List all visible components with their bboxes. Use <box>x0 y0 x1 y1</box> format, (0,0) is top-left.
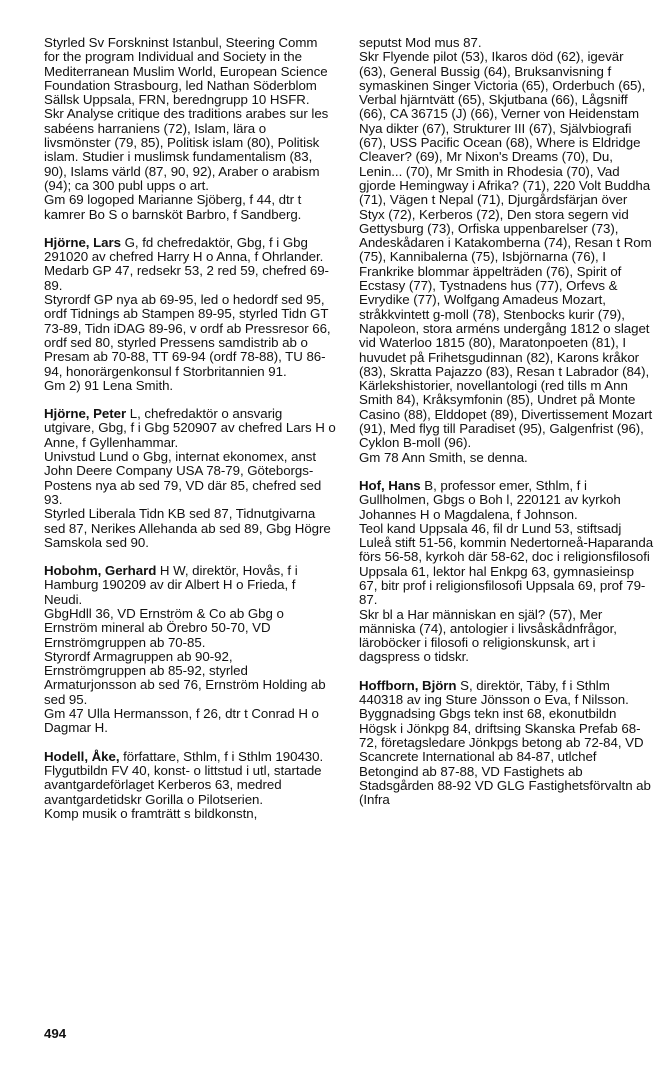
entry-hjorne-lars <box>44 236 336 393</box>
entry-paragraph: Skr bl a Har människan en själ? (57), Mer människa (74), antologier i livsåskådnfrågor, läroböcker i filosofi o religionskunsk, art i dagspress o tidskr. <box>359 606 617 665</box>
entry-paragraph: Styrordf Armagruppen ab 90-92, Ernströmgruppen ab 85-92, styrled Armaturjonsson ab sed 76, Ernström Holding ab sed 95. <box>44 648 326 707</box>
entry-paragraph: Medarb GP 47, redsekr 53, 2 red 59, chefred 69-89. <box>44 263 329 293</box>
entry-name: Hoffborn, Björn <box>359 677 457 693</box>
entry-continuation-left <box>44 36 336 222</box>
entry-name: Hof, Hans <box>359 477 421 493</box>
entry-paragraph: Gm 47 Ulla Hermansson, f 26, dtr t Conrad H o Dagmar H. <box>44 706 319 736</box>
entry-header <box>359 679 654 708</box>
entry-header <box>44 750 336 764</box>
entry-paragraph: GbgHdll 36, VD Ernström & Co ab Gbg o Ernström mineral ab Örebro 50-70, VD Ernströmgruppen ab 70-85. <box>44 605 284 650</box>
entry-hjorne-peter <box>44 407 336 550</box>
entry-hobohm-gerhard <box>44 564 336 736</box>
entry-paragraph: Skr Flyende pilot (53), Ikaros död (62), igevär (63), General Bussig (64), Bruksanvisning f symaskinen Singer Victoria (65), Orderbuch (65), Verbal hjärntvätt (65), Skjutbana (66), Lågsniff (66), CA 36715 (J) (66), Verner von Heidenstam Nya dikter (67), Strukturer III (67), Självbiografi (67), USS Pacific Ocean (68), Where is Eldridge Cleaver? (69), Mr Nixon's Dreams (70), Du, Lenin... (70), Mr Smith in Rhodesia (70), Vad gjorde Hemingway i Afrika? (71), 220 Volt Buddha (71), Vägen t Nepal (71), Djurgårdsfärjan över Styx (72), Kerberos (72), Den stora segern vid Gettysburg (73), Orfiska uppenbarelser (73), Andeskådaren i Katakomberna (74), Resan t Rom (75), Kannibalerna (75), Isbjörnarna (76), I Frankrike blommar äppelträden (76), Spirit of Ecstasy (77), Tystnadens hus (77), Orfevs & Evrydike (77), Wolfgang Amadeus Mozart, stråkkvintett g-moll (78), Stenbocks kurir (79), Napoleon, stora arméns undergång 1812 o slaget vid Waterloo 1815 (80), Maratonpoeten (81), I huvudet på Frihetsgudinnan (82), Karons kråkor (83), Skratta Pajazzo (83), Resan t Labrador (84), Kärlekshistorier, novellantologi (red tills m Ann Smith 84), Kråksymfonin (85), Undret på Monte Casino (88), Elddopet (89), Divertissement Mozart (91), Med flyg till Paradiset (95), Galgenfrist (96), Cyklon B-moll (96). <box>359 49 653 451</box>
entry-header-text: S, direktör, Täby, f i Sthlm 440318 av ing Sture Jönsson o Eva, f Nilsson. <box>359 677 629 708</box>
entry-header-text: B, professor emer, Sthlm, f i Gullholmen, Gbgs o Boh l, 220121 av kyrkoh Johannes H o Magdalena, f Johnson. <box>359 477 621 522</box>
entry-header-text: H W, direktör, Hovås, f i Hamburg 190209 av dir Albert H o Frieda, f Neudi. <box>44 563 298 607</box>
entry-header-text: G, fd chefredaktör, Gbg, f i Gbg 291020 av chefred Harry H o Anna, f Ohrlander. <box>44 234 324 265</box>
entry-paragraph: Gm 69 logoped Marianne Sjöberg, f 44, dtr t kamrer Bo S o barnsköt Barbro, f Sandberg. <box>44 192 302 222</box>
entry-paragraph: Gm 78 Ann Smith, se denna. <box>359 449 528 465</box>
entry-paragraph: Univstud Lund o Gbg, internat ekonomex, anst John Deere Company USA 78-79, Göteborgs-Postens nya ab sed 79, VD där 85, chefred sed 93. <box>44 449 322 507</box>
entry-name: Hjörne, Peter <box>44 406 127 422</box>
left-column <box>44 36 336 835</box>
entry-paragraph: Skr Analyse critique des traditions arabes sur les sabéens harraniens (72), Islam, lära o livsmönster (79, 85), Politisk islam (80), Politisk islam. Studier i muslimsk fundamentalism (83, 90), Islams värld (87, 90, 92), Araber o arabism (94); ca 300 publ upps o art. <box>44 106 329 193</box>
entry-name: Hobohm, Gerhard <box>44 563 157 579</box>
entry-header <box>359 479 654 522</box>
right-column <box>359 36 654 821</box>
page-number: 494 <box>44 1026 67 1041</box>
entry-paragraph: Teol kand Uppsala 46, fil dr Lund 53, stiftsadj Luleå stift 51-56, kommin Nedertorneå-Haparanda förs 56-58, kyrkoh där 58-62, doc i religionsfilosofi Uppsala 61, lektor hal Enkpg 63, gymnasieinsp 67, bitr prof i religionsfilosofi Uppsala 69, prof 79-87. <box>359 520 654 608</box>
entry-header <box>44 236 336 265</box>
entry-paragraph: seputst Mod mus 87. <box>359 35 482 50</box>
entry-paragraph: Byggnadsing Gbgs tekn inst 68, ekonutbildn Högsk i Jönkpg 84, driftsing Skanska Prefab 68-72, företagsledare Jönkpgs betong ab 72-84, VD Scancrete International ab 84-87, utlchef Betongind ab 87-88, VD Fastighets ab Stadsgården 88-92 VD GLG Fastighetsförvaltn ab (Infra <box>359 706 651 808</box>
entry-paragraph: Styrled Sv Forskninst Istanbul, Steering Comm for the program Individual and Society in the Mediterranean Muslim World, European Science Foundation Strasbourg, led Nathan Söderblom Sällsk Uppsala, FRN, beredngrupp 10 HSFR. <box>44 35 328 108</box>
entry-name: Hodell, Åke, <box>44 748 120 764</box>
entry-continuation-right <box>359 36 654 465</box>
entry-name: Hjörne, Lars <box>44 234 121 250</box>
entry-paragraph: Flygutbildn FV 40, konst- o littstud i utl, startade avantgardeförlaget Kerberos 63, medred avantgardetidskr Gorilla o Pilotserien. <box>44 762 322 807</box>
entry-paragraph: Styrordf GP nya ab 69-95, led o hedordf sed 95, ordf Tidnings ab Stampen 89-95, styrled Tidn GT 73-89, Tidn iDAG 89-96, v ordf ab Pressresor 66, ordf sed 80, styrled Pressens samdistrib ab o Presam ab 70-88, TT 69-94 (ordf 78-88), TU 86-94, honorärgenkonsul f Storbritannien 91. <box>44 292 331 379</box>
entry-hoffborn-bjorn <box>359 679 654 808</box>
entry-header <box>44 407 336 450</box>
entry-hodell-ake <box>44 750 336 821</box>
entry-header-text: författare, Sthlm, f i Sthlm 190430. <box>119 748 324 764</box>
entry-header-text: L, chefredaktör o ansvarig utgivare, Gbg, f i Gbg 520907 av chefred Lars H o Anne, f Gyllenhammar. <box>44 406 336 450</box>
entry-hof-hans <box>359 479 654 665</box>
entry-paragraph: Styrled Liberala Tidn KB sed 87, Tidnutgivarna sed 87, Nerikes Allehanda ab sed 89, Gbg Högre Samskola sed 90. <box>44 506 331 550</box>
entry-header <box>44 564 336 607</box>
entry-paragraph: Komp musik o framträtt s bildkonstn, <box>44 805 258 821</box>
entry-paragraph: Gm 2) 91 Lena Smith. <box>44 377 174 393</box>
